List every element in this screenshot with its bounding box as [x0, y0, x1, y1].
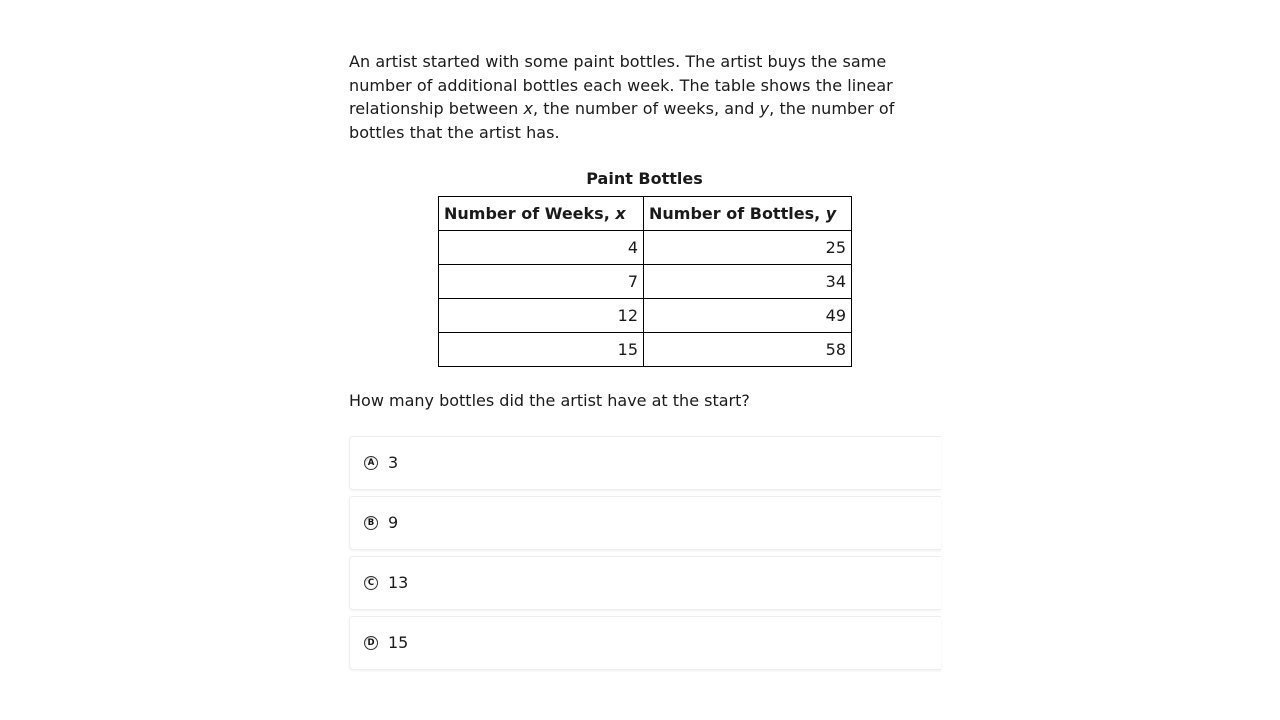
table-row: [439, 265, 852, 299]
option-a-text: 3: [388, 453, 399, 472]
cell-weeks: 4: [439, 231, 644, 265]
table-row: [439, 299, 852, 333]
cell-weeks: 12: [439, 299, 644, 333]
option-b-text: 9: [388, 513, 399, 532]
header-weeks-var: x: [615, 204, 626, 223]
stem-text-3: , the number of bottles that the artist has.: [349, 99, 895, 143]
table-header-row: [439, 197, 852, 231]
radio-bubble-icon[interactable]: A: [364, 456, 378, 470]
header-bottles-var: y: [825, 204, 837, 223]
paint-bottles-table: [438, 196, 852, 367]
table-title: Paint Bottles: [586, 169, 703, 188]
radio-bubble-icon[interactable]: C: [364, 576, 378, 590]
header-bottles-label: Number of Bottles,: [649, 204, 826, 223]
stem-text-1: An artist started with some paint bottles. The artist buys the same number of additional bottles each week. The table shows the linear relationship between: [349, 52, 893, 119]
question-container: [349, 50, 939, 652]
option-a[interactable]: [349, 436, 941, 490]
radio-bubble-icon[interactable]: D: [364, 636, 378, 650]
header-weeks-label: Number of Weeks,: [444, 204, 616, 223]
cell-bottles: 25: [644, 231, 852, 265]
radio-bubble-icon[interactable]: B: [364, 516, 378, 530]
option-c-text: 13: [388, 573, 409, 592]
option-d[interactable]: [349, 616, 941, 670]
cell-weeks: 15: [439, 333, 644, 367]
header-bottles: [644, 197, 852, 231]
table-row: [439, 333, 852, 367]
stem-variable-y: y: [759, 99, 770, 119]
cell-bottles: 49: [644, 299, 852, 333]
cell-bottles: 34: [644, 265, 852, 299]
question-prompt: How many bottles did the artist have at the start?: [349, 391, 750, 410]
cell-weeks: 7: [439, 265, 644, 299]
answer-options: [349, 436, 941, 676]
option-c[interactable]: [349, 556, 941, 610]
question-stem: [349, 50, 939, 145]
cell-bottles: 58: [644, 333, 852, 367]
option-d-text: 15: [388, 633, 409, 652]
stem-variable-x: x: [523, 99, 533, 119]
header-weeks: [439, 197, 644, 231]
option-b[interactable]: [349, 496, 941, 550]
table-row: [439, 231, 852, 265]
stem-text-2: , the number of weeks, and: [533, 99, 760, 119]
